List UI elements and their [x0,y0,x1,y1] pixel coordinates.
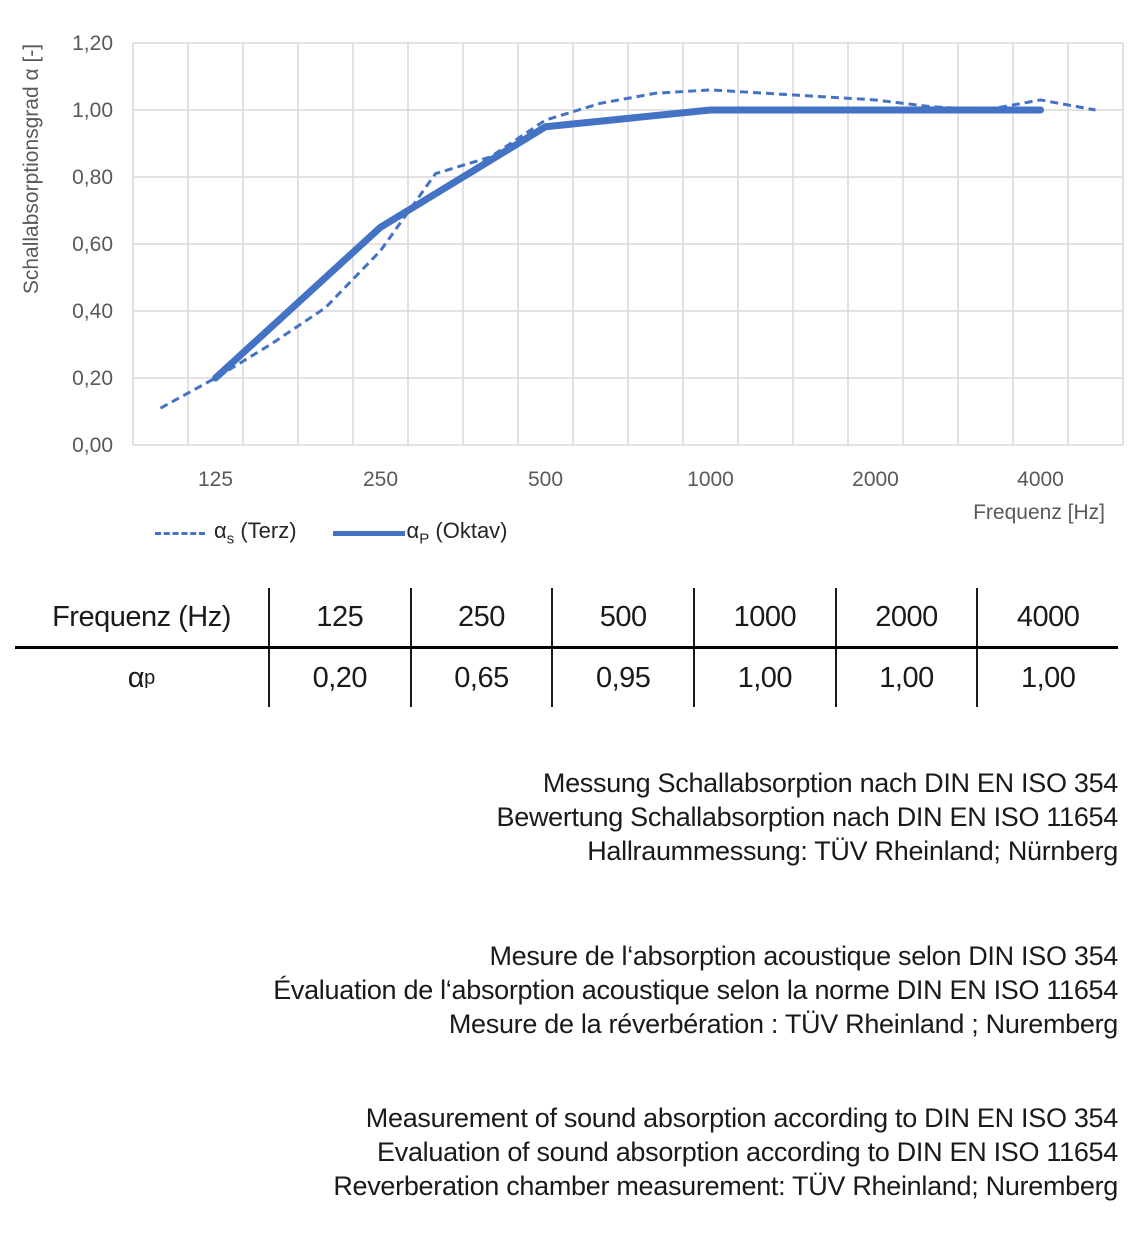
gridlines [133,43,1123,445]
table-value-cell: 0,95 [551,649,693,707]
notes-english [0,1101,1118,1203]
note-line: Measurement of sound absorption according to DIN EN ISO 354 [365,1103,1118,1133]
table-header-freq: 4000 [976,588,1118,646]
notes-german [0,766,1118,868]
x-tick-label: 2000 [852,468,899,491]
absorption-chart [0,0,1135,575]
table-value-cell: 0,20 [268,649,410,707]
note-line: Reverberation chamber measurement: TÜV Rheinland; Nuremberg [333,1171,1118,1201]
chart-legend [155,519,508,547]
legend-item-oktav [333,518,508,547]
table-header-freq: 250 [410,588,552,646]
notes-french [0,939,1118,1041]
table-row-label: α p [127,661,156,694]
x-tick-label: 250 [362,468,399,491]
note-line: Messung Schallabsorption nach DIN EN ISO 354 [542,768,1118,798]
y-tick-label: 0,60 [72,233,113,256]
x-axis-ticks [198,468,1064,491]
legend-label-oktav: $\alpha_P$ (Oktav) [406,518,508,548]
table-header-freq: 500 [551,588,693,646]
note-line: Bewertung Schallabsorption nach DIN EN ISO 11654 [496,802,1118,832]
legend-label-terz: $\alpha_s$ (Terz) [214,518,297,548]
y-tick-label: 0,40 [72,300,113,323]
x-tick-label: 1000 [687,468,734,491]
note-line: Évaluation de l‘absorption acoustique selon la norme DIN EN ISO 11654 [273,975,1118,1005]
x-tick-label: 125 [197,468,234,491]
solid-line-swatch-icon [333,531,405,536]
table-value-row [15,649,1118,707]
x-axis-title: Frequenz [Hz] [973,501,1105,524]
y-tick-label: 0,80 [72,166,113,189]
table-header-freq: 2000 [835,588,977,646]
note-line: Mesure de la réverbération : TÜV Rheinland ; Nuremberg [448,1009,1118,1039]
absorption-table [15,588,1118,707]
y-tick-label: 1,00 [72,99,113,122]
y-axis-ticks [72,32,113,457]
table-value-cell: 0,65 [410,649,552,707]
dashed-line-swatch-icon [155,532,205,535]
legend-item-terz [155,518,297,547]
table-value-cell: 1,00 [835,649,977,707]
table-value-cell: 1,00 [976,649,1118,707]
y-tick-label: 0,20 [72,367,113,390]
table-header-label: Frequenz (Hz) [52,600,231,633]
y-tick-label: 0,00 [72,434,113,457]
line-chart-canvas [0,0,1135,575]
table-header-freq: 1000 [693,588,835,646]
y-axis-title: Schallabsorptionsgrad α [-] [20,43,43,295]
y-tick-label: 1,20 [72,32,113,55]
note-line: Evaluation of sound absorption according to DIN EN ISO 11654 [377,1137,1118,1167]
table-header-row [15,588,1118,646]
x-tick-label: 500 [527,468,564,491]
x-tick-label: 4000 [1017,468,1064,491]
table-value-cell: 1,00 [693,649,835,707]
note-line: Mesure de l‘absorption acoustique selon DIN ISO 354 [489,941,1118,971]
note-line: Hallraummessung: TÜV Rheinland; Nürnberg [587,836,1118,866]
table-header-freq: 125 [268,588,410,646]
